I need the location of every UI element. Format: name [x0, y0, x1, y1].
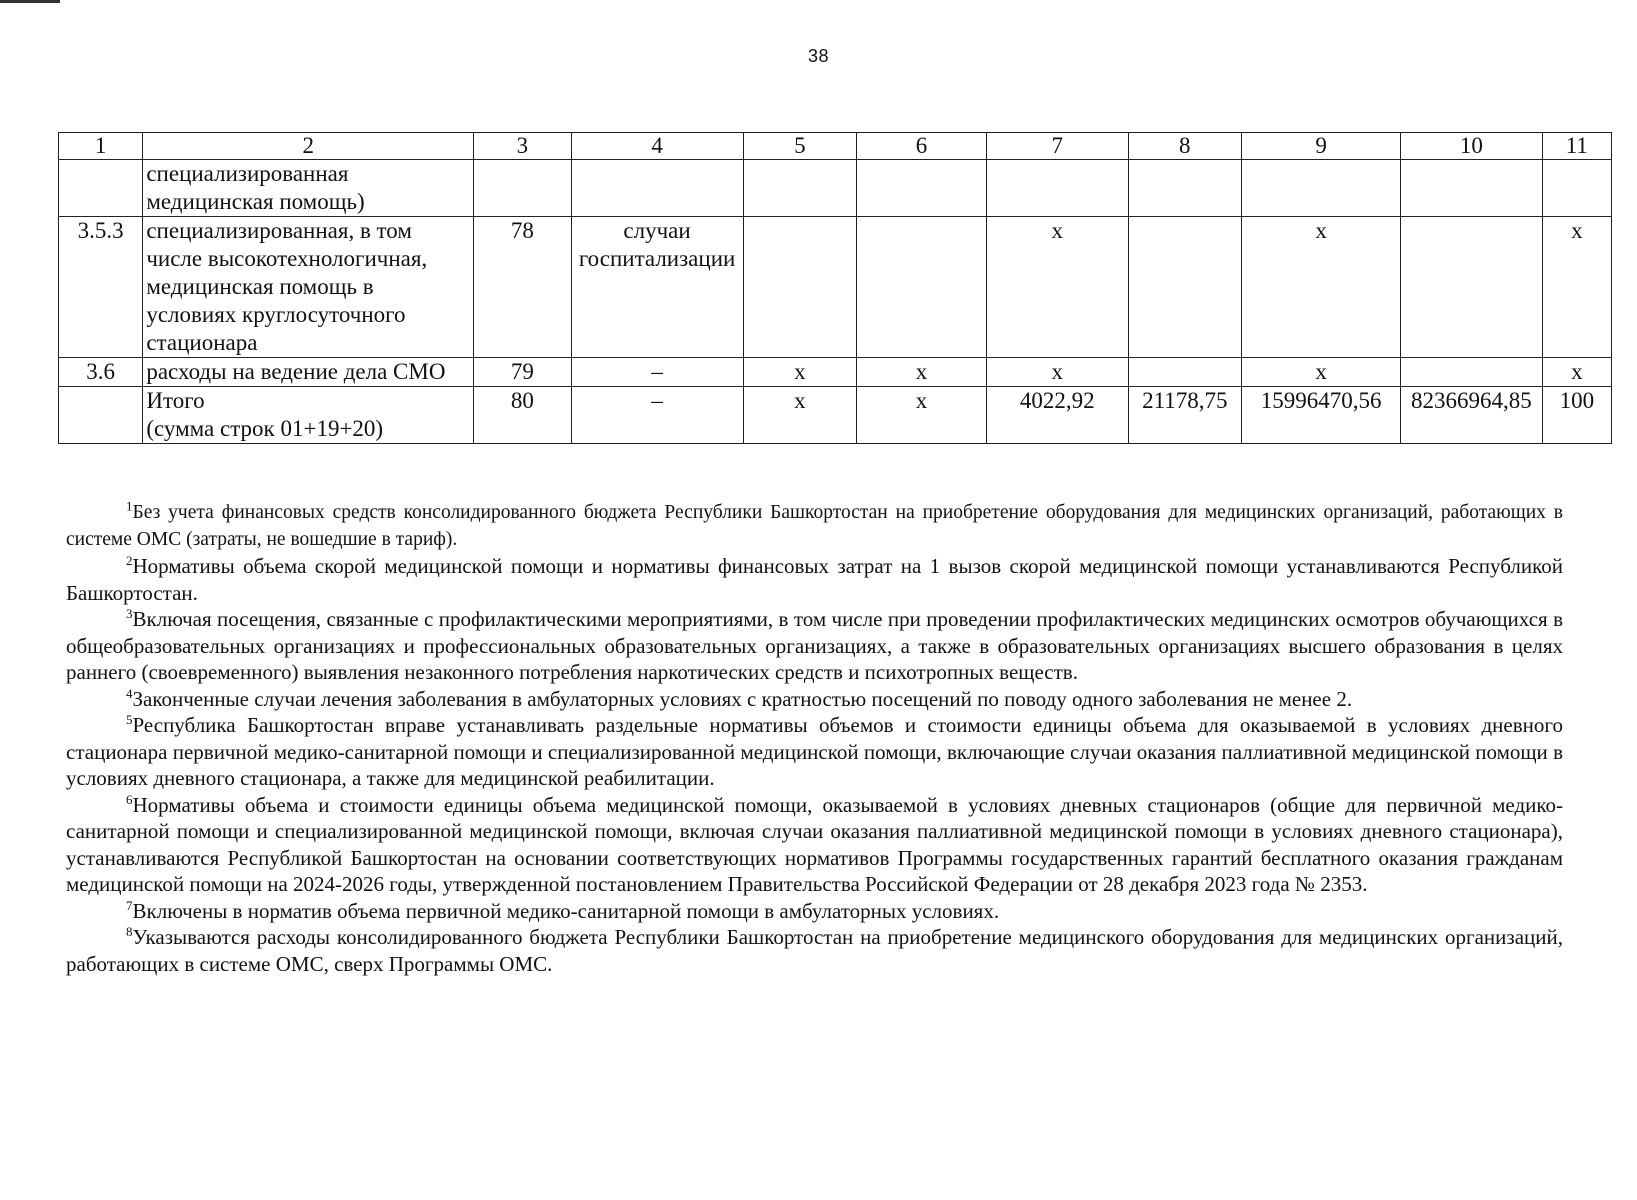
header-cell-2: 2	[143, 133, 474, 160]
cell-line: стационара	[146, 330, 258, 355]
cell-line: числе высокотехнологичная,	[146, 246, 428, 271]
header-cell-8: 8	[1128, 133, 1242, 160]
table-cell-col-6	[857, 217, 987, 358]
header-cell-1: 1	[59, 133, 143, 160]
table-cell-col-4	[571, 358, 743, 387]
footnote-text: Нормативы объема скорой медицинской помощи и нормативы финансовых затрат на 1 вызов скорой медицинской помощи устанавливаются Республикой Башкортостан.	[66, 554, 1563, 605]
table-cell-col-5	[743, 160, 857, 217]
table-cell-col-6	[857, 160, 987, 217]
cell-line: случаи	[623, 218, 691, 243]
data-table	[58, 132, 1612, 444]
header-cell-11: 11	[1542, 133, 1611, 160]
header-cell-3: 3	[474, 133, 571, 160]
table-cell-col-9: х	[1242, 358, 1401, 387]
footnote-text: Включая посещения, связанные с профилактическими мероприятиями, в том числе при проведении профилактических медицинских осмотров обучающихся в общеобразовательных организациях и профессиональных образовательных организациях, а также в образовательных организациях высшего образования в целях раннего (своевременного) выявления незаконного потребления наркотических средств и психотропных веществ.	[66, 607, 1563, 684]
footnote-7	[66, 898, 1563, 925]
footnote-mark: 5	[126, 712, 133, 727]
cell-line: медицинская помощь)	[146, 189, 365, 214]
header-cell-4: 4	[571, 133, 743, 160]
table-cell-col-2	[143, 358, 474, 387]
footnote-mark: 7	[126, 897, 133, 913]
footnote-5	[66, 712, 1563, 792]
footnote-mark: 2	[126, 553, 133, 568]
header-cell-9: 9	[1242, 133, 1401, 160]
table-cell-col-9: х	[1242, 217, 1401, 358]
table-cell-col-2	[143, 160, 474, 217]
footnote-text: Нормативы объема и стоимости единицы объема медицинской помощи, оказываемой в условиях дневных стационаров (общие для первичной медико-санитарной помощи и специализированной медицинской помощи, включая случаи оказания паллиативной медицинской помощи в условиях дневного стационара), устанавливаются Республикой Башкортостан на основании соответствующих нормативов Программы государственных гарантий бесплатного оказания гражданам медицинской помощи на 2024-2026 годы, утвержденной постановлением Правительства Российской Федерации от 28 декабря 2023 года № 2353.	[66, 792, 1563, 896]
table-cell-col-11	[1542, 160, 1611, 217]
footnote-text: Включены в норматив объема первичной медико-санитарной помощи в амбулаторных условиях.	[132, 898, 1000, 923]
scan-edge-mark	[0, 0, 60, 3]
table-row	[59, 160, 1612, 217]
cell-line: Итого	[146, 388, 205, 413]
table-cell-col-8	[1128, 358, 1242, 387]
table-body	[59, 133, 1612, 444]
table-header-row	[59, 133, 1612, 160]
table-cell-col-11: х	[1542, 358, 1611, 387]
footnote-6	[66, 792, 1563, 898]
cell-line: (сумма строк 01+19+20)	[146, 416, 384, 441]
table-row	[59, 358, 1612, 387]
footnote-1	[66, 500, 1563, 553]
table-row	[59, 217, 1612, 358]
header-cell-6: 6	[857, 133, 987, 160]
footnote-4	[66, 686, 1563, 713]
table-cell-col-2	[143, 217, 474, 358]
table-cell-col-8	[1128, 160, 1242, 217]
table-cell-col-5: х	[743, 387, 857, 444]
header-cell-10: 10	[1401, 133, 1543, 160]
footnote-text: Законченные случаи лечения заболевания в амбулаторных условиях с кратностью посещений по поводу одного заболевания не менее 2.	[132, 686, 1353, 711]
footnote-text: Указываются расходы консолидированного бюджета Республики Башкортостан на приобретение медицинского оборудования для медицинских организаций, работающих в системе ОМС, сверх Программы ОМС.	[66, 925, 1563, 976]
footnotes	[66, 500, 1563, 977]
table-cell-col-3: 80	[474, 387, 571, 444]
header-cell-7: 7	[986, 133, 1128, 160]
cell-line: специализированная, в том	[146, 218, 412, 243]
table-cell-col-10	[1401, 358, 1543, 387]
table-cell-col-7: 4022,92	[986, 387, 1128, 444]
footnote-mark: 4	[126, 685, 133, 701]
table-cell-col-1	[59, 160, 143, 217]
table-cell-col-3	[474, 160, 571, 217]
table-cell-col-5: х	[743, 358, 857, 387]
footnote-2	[66, 553, 1563, 606]
footnote-mark: 1	[126, 498, 133, 514]
footnote-text: Без учета финансовых средств консолидированного бюджета Республики Башкортостан на приобретение оборудования для медицинских организаций, работающих в системе ОМС (затраты, не вошедшие в тариф).	[66, 502, 1563, 550]
table-cell-col-1	[59, 387, 143, 444]
table-cell-col-3: 78	[474, 217, 571, 358]
page-number: 38	[807, 46, 830, 66]
table-cell-col-4	[571, 217, 743, 358]
table-row	[59, 387, 1612, 444]
cell-line: медицинская помощь в	[146, 274, 374, 299]
cell-line: госпитализации	[578, 246, 736, 271]
table-cell-col-6: х	[857, 387, 987, 444]
table-cell-col-10	[1401, 217, 1543, 358]
table-cell-col-10: 82366964,85	[1401, 387, 1543, 444]
footnote-3	[66, 606, 1563, 686]
footnote-text: Республика Башкортостан вправе устанавливать раздельные нормативы объемов и стоимости единицы объема для оказываемой в условиях дневного стационара первичной медико-санитарной помощи и специализированной медицинской помощи, включающие случаи оказания паллиативной медицинской помощи в условиях дневного стационара, а также для медицинской реабилитации.	[66, 713, 1563, 790]
footnote-8	[66, 924, 1563, 977]
table-cell-col-6: х	[857, 358, 987, 387]
footnote-mark: 8	[126, 924, 133, 939]
table-cell-col-1: 3.6	[59, 358, 143, 387]
table-cell-col-2	[143, 387, 474, 444]
table-cell-col-7	[986, 160, 1128, 217]
table-cell-col-11: х	[1542, 217, 1611, 358]
table-cell-col-5	[743, 217, 857, 358]
table-cell-col-11: 100	[1542, 387, 1611, 444]
table-cell-col-3: 79	[474, 358, 571, 387]
footnote-mark: 3	[126, 606, 133, 621]
table-cell-col-10	[1401, 160, 1543, 217]
cell-line: условиях круглосуточного	[146, 302, 406, 327]
table-cell-col-1: 3.5.3	[59, 217, 143, 358]
header-cell-5: 5	[743, 133, 857, 160]
cell-line: расходы на ведение дела СМО	[146, 359, 446, 384]
table-cell-col-8: 21178,75	[1128, 387, 1242, 444]
table-cell-col-7: х	[986, 217, 1128, 358]
table-cell-col-9	[1242, 160, 1401, 217]
table-cell-col-9: 15996470,56	[1242, 387, 1401, 444]
cell-line: –	[651, 359, 663, 384]
table-cell-col-4	[571, 160, 743, 217]
table-cell-col-7: х	[986, 358, 1128, 387]
cell-line: –	[651, 388, 663, 413]
footnote-mark: 6	[126, 791, 133, 807]
table-cell-col-8	[1128, 217, 1242, 358]
table-cell-col-4	[571, 387, 743, 444]
cell-line: специализированная	[146, 161, 349, 186]
